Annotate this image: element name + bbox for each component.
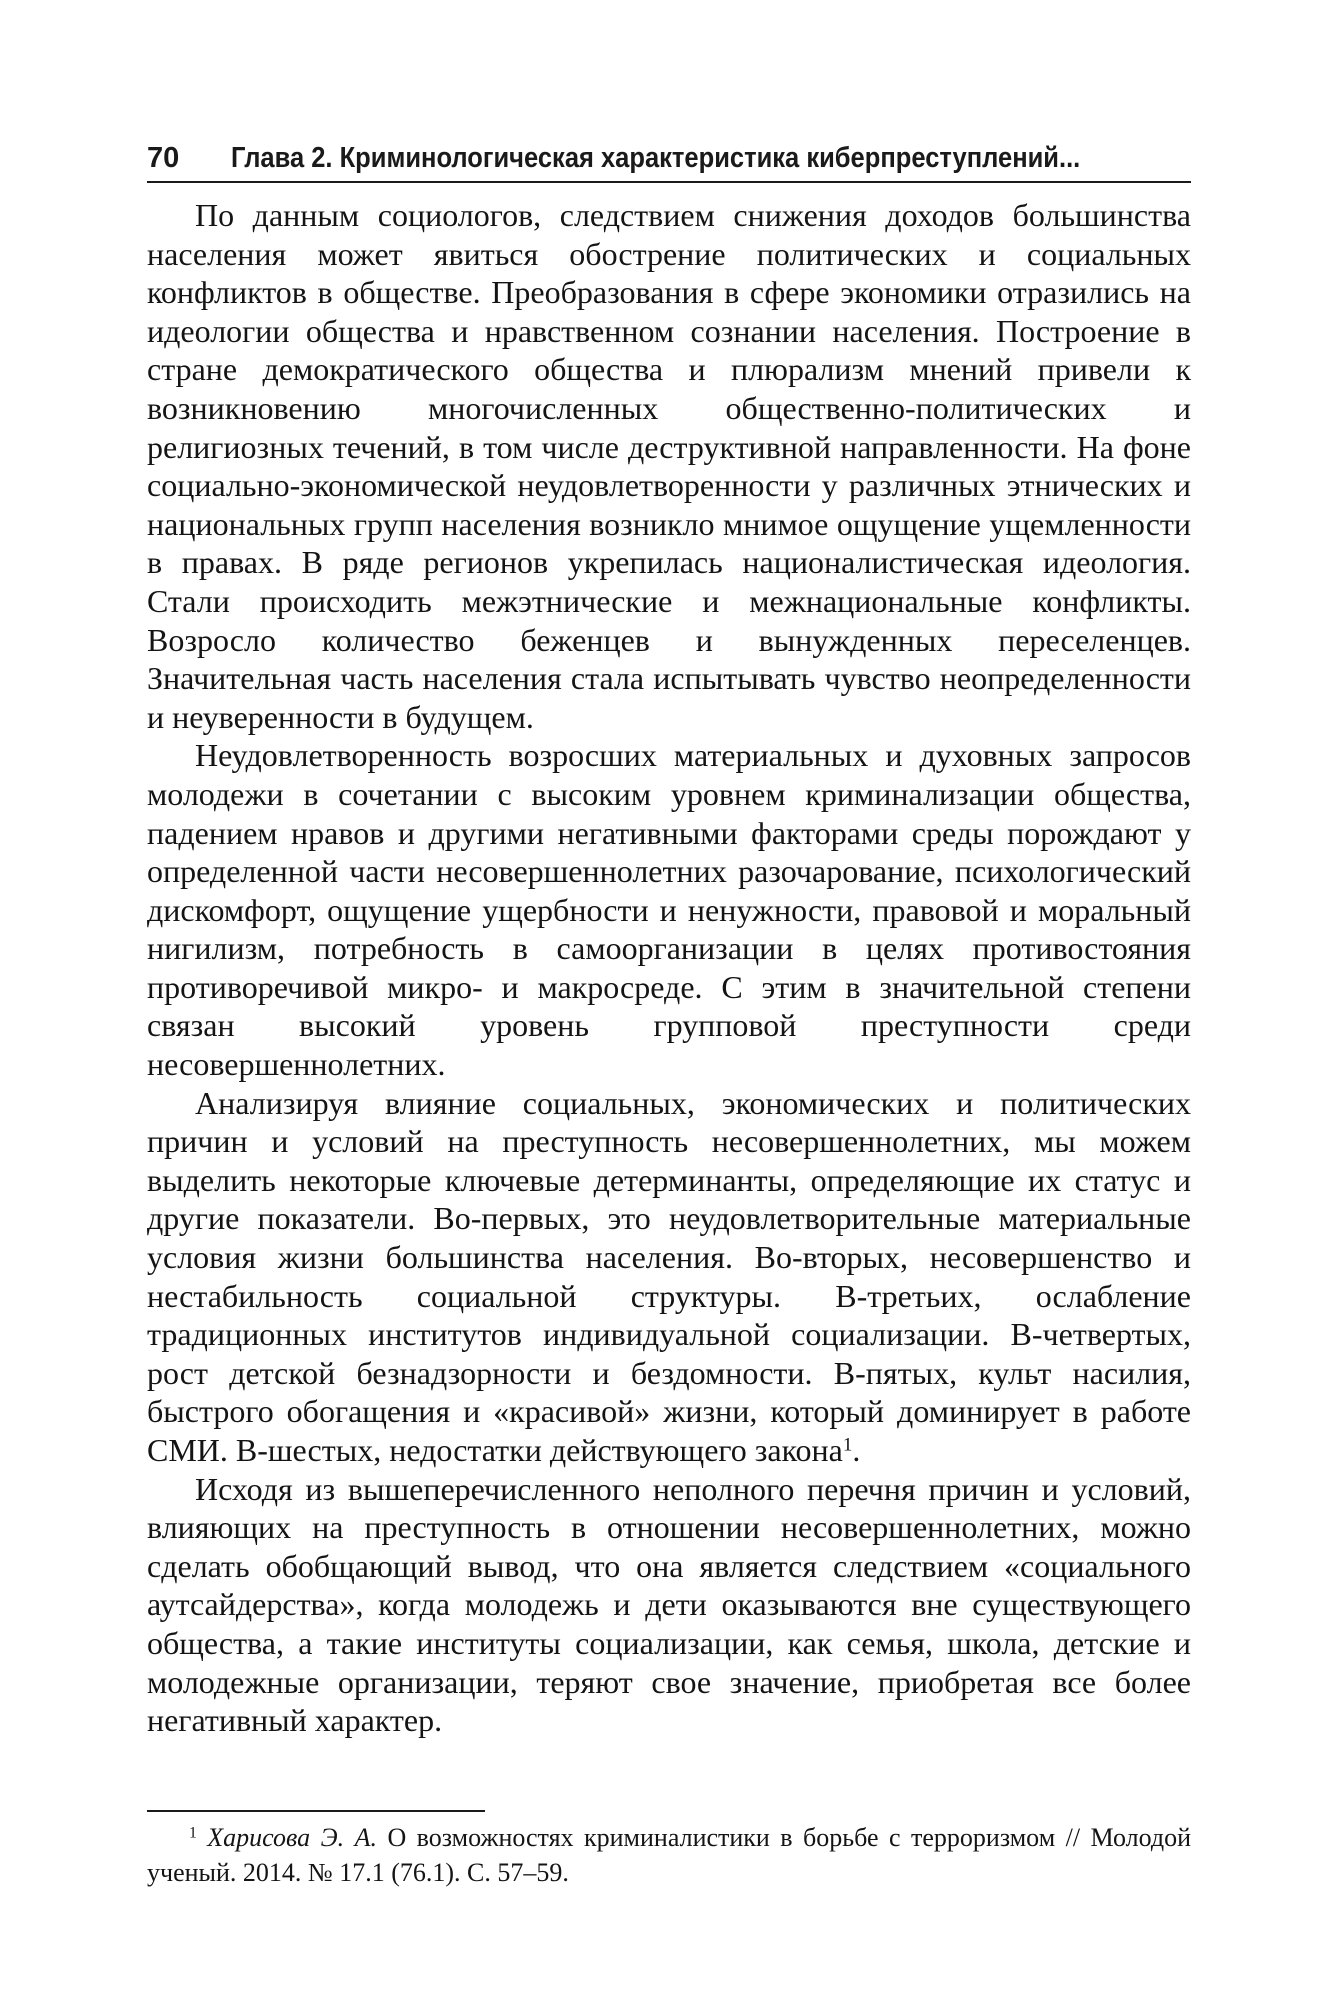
header-rule — [147, 181, 1191, 183]
paragraph-3-end: . — [852, 1432, 861, 1468]
footnote-marker: 1 — [189, 1824, 197, 1842]
paragraph-3 — [147, 1084, 1191, 1470]
paragraph-3-text: Анализируя влияние социальных, экономических и политических причин и условий на преступность несовершеннолетних, мы можем выделить некоторые ключевые детерминанты, определяющие их статус и другие показатели. Во-первых, это неудовлетворительные материальные условия жизни большинства населения. Во-вторых, несовершенство и нестабильность социальной структуры. В-третьих, ослабление традиционных институтов индивидуальной социализации. В-четвертых, рост детской безнадзорности и бездомности. В-пятых, культ насилия, быстрого обогащения и «красивой» жизни, который доминирует в работе СМИ. В-шестых, недостатки действующего закона — [147, 1084, 1191, 1468]
paragraph-4: Исходя из вышеперечисленного неполного перечня причин и условий, влияющих на преступность в отношении несовершеннолетних, можно сделать обобщающий вывод, что она является следствием «социального аутсайдерства», когда молодежь и дети оказываются вне существующего общества, а такие институты социализации, как семья, школа, детские и молодежные организации, теряют свое значение, приобретая все более негативный характер. — [147, 1470, 1191, 1739]
page-number: 70 — [147, 141, 180, 174]
footnote-reference[interactable]: 1 — [842, 1434, 853, 1456]
footnote-rule — [147, 1810, 485, 1812]
footnote-author: Харисова Э. А. — [207, 1823, 377, 1852]
chapter-title: Глава 2. Криминологическая характеристика киберпреступлений... — [231, 141, 1081, 174]
paragraph-1: По данным социологов, следствием снижения доходов большинства населения может явиться обострение политических и социальных конфликтов в обществе. Преобразования в сфере экономики отразились на идеологии общества и нравственном сознании населения. Построение в стране демократического общества и плюрализм мнений привели к возникновению многочисленных общественно-политических и религиозных течений, в том числе деструктивной направленности. На фоне социально-экономической неудовлетворенности у различных этнических и национальных групп населения возникло мнимое ощущение ущемленности в правах. В ряде регионов укрепилась националистическая идеология. Стали происходить межэтнические и межнациональные конфликты. Возросло количество беженцев и вынужденных переселенцев. Значительная часть населения стала испытывать чувство неопределенности и неуверенности в будущем. — [147, 197, 1191, 735]
running-head — [147, 136, 1191, 180]
body-text — [147, 196, 1191, 1740]
paragraph-2: Неудовлетворенность возросших материальных и духовных запросов молодежи в сочетании с высоким уровнем криминализации общества, падением нравов и другими негативными факторами среды порождают у определенной части несовершеннолетних разочарование, психологический дискомфорт, ощущение ущербности и ненужности, правовой и моральный нигилизм, потребность в самоорганизации в целях противостояния противоречивой микро- и макросреде. С этим в значительной степени связан высокий уровень групповой преступности среди несовершеннолетних. — [147, 737, 1191, 1083]
footnote-text: О возможностях криминалистики в борьбе с терроризмом // Молодой ученый. 2014. № 17.1 (76.1). С. 57–59. — [147, 1823, 1192, 1887]
footnote — [147, 1820, 1191, 1890]
